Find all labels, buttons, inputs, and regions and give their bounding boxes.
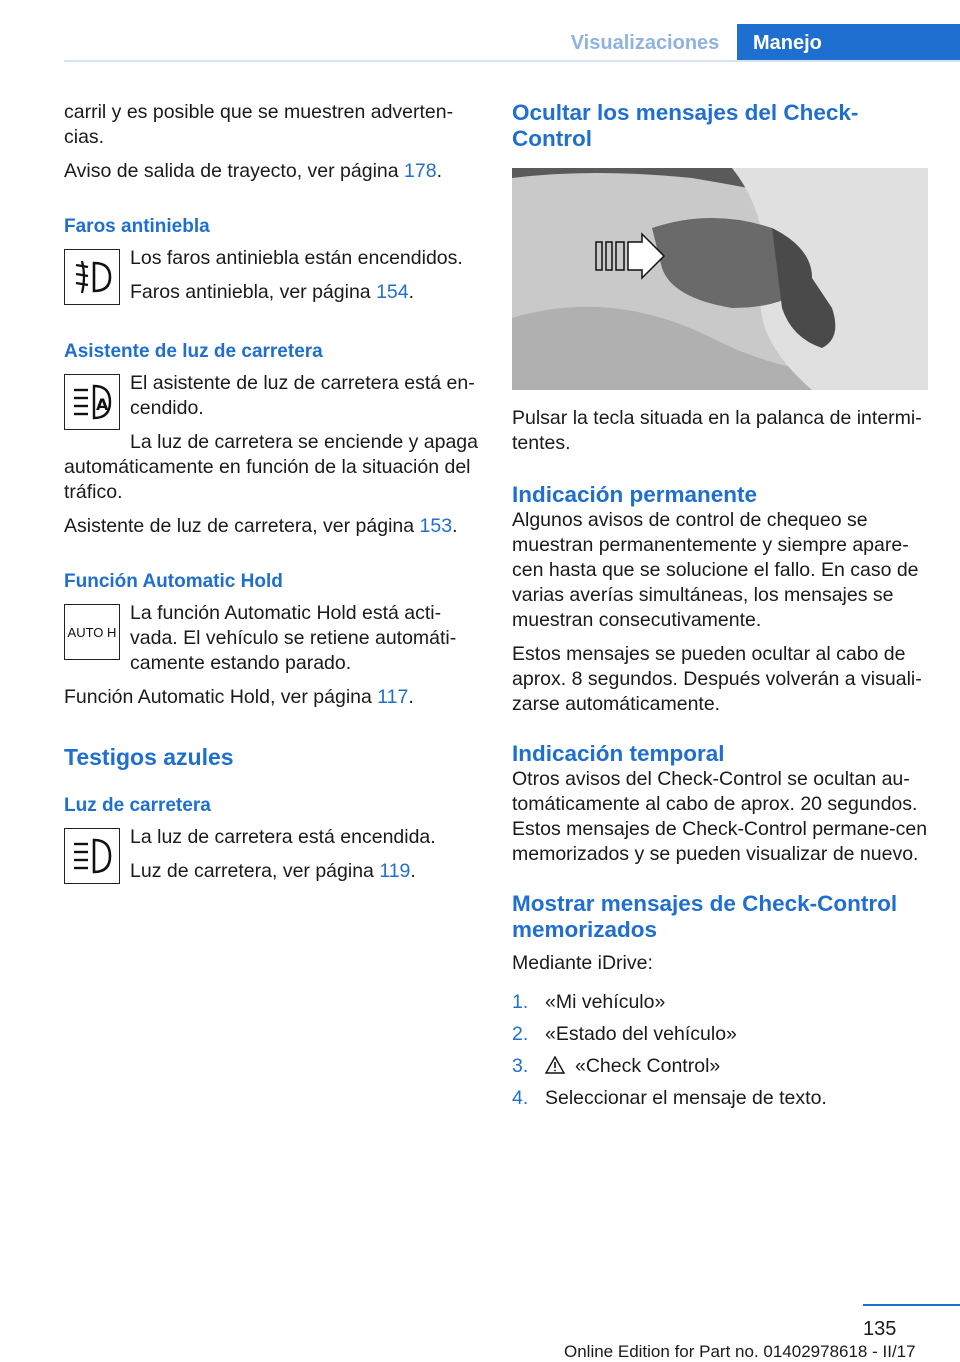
header-rule: [64, 60, 960, 62]
auto-hold-icon: AUTO H: [64, 604, 120, 660]
page-link-119[interactable]: 119: [379, 860, 411, 882]
turn-signal-lever-photo: [512, 168, 928, 390]
header-chapter-tab: Manejo: [737, 24, 960, 62]
high-beam-heading: Luz de carretera: [64, 795, 211, 816]
header-section-tab: Visualizaciones: [570, 31, 720, 54]
fog-lights-status: Los faros antiniebla están encendidos.: [130, 247, 463, 269]
fog-lights-heading: Faros antiniebla: [64, 216, 210, 237]
high-beam-assistant-icon: [64, 374, 120, 430]
footer-rule: [863, 1304, 960, 1306]
page-link-153[interactable]: 153: [419, 515, 453, 537]
hide-check-control-heading: Ocultar los mensajes del Check-Control: [512, 100, 859, 151]
edition-note: Online Edition for Part no. 01402978618 - II/17: [564, 1342, 916, 1361]
automatic-hold-status: La función Automatic Hold está acti‐vada. El vehículo se retiene automáti‐camente estando parado.: [130, 602, 457, 674]
temporary-display-heading: Indicación temporal: [512, 741, 725, 766]
high-beam-icon: [64, 828, 120, 884]
page-link-117[interactable]: 117: [377, 686, 409, 708]
left-column: [64, 100, 480, 888]
svg-text:A: A: [96, 395, 109, 414]
high-beam-assistant-heading: Asistente de luz de carretera: [64, 341, 323, 362]
fog-lights-ref: Faros antiniebla, ver página 154.: [130, 281, 415, 303]
list-item: 4. Seleccionar el mensaje de texto.: [512, 1087, 827, 1109]
fog-light-icon: [64, 249, 120, 305]
list-item: 1. «Mi vehículo»: [512, 991, 666, 1013]
temporary-display-text: Otros avisos del Check-Control se ocultan au‐tomáticamente al cabo de aprox. 20 segundos. Estos mensajes de Check-Control permane‐cen memorizados y se pueden visualizar de nuevo.: [512, 768, 928, 865]
show-stored-messages-heading: Mostrar mensajes de Check-Control memorizados: [512, 891, 898, 942]
list-item: 3. «Check Control»: [512, 1055, 721, 1077]
high-beam-ref: Luz de carretera, ver página 119.: [130, 860, 416, 882]
idrive-label: Mediante iDrive:: [512, 952, 653, 974]
permanent-display-heading: Indicación permanente: [512, 482, 758, 507]
page-link-178[interactable]: 178: [404, 160, 437, 182]
high-beam-assistant-ref: Asistente de luz de carretera, ver página 153.: [64, 515, 458, 537]
page-number: 135: [863, 1318, 897, 1340]
permanent-display-hide-text: Estos mensajes se pueden ocultar al cabo de aprox. 8 segundos. Después volverán a visuali‐zarse automáticamente.: [512, 643, 922, 715]
high-beam-status: La luz de carretera está encendida.: [130, 826, 436, 848]
high-beam-assistant-status: El asistente de luz de carretera está en‐cendido.: [130, 372, 475, 419]
lane-departure-ref: Aviso de salida de trayecto, ver página 178.: [64, 160, 442, 182]
warning-triangle-icon: [545, 1054, 575, 1079]
high-beam-assistant-desc: La luz de carretera se enciende y apaga automáticamente en función de la situación del tráfico.: [64, 431, 478, 503]
photo-caption: Pulsar la tecla situada en la palanca de intermi‐tentes.: [512, 407, 922, 454]
idrive-steps: [512, 990, 928, 1111]
intro-text: carril y es posible que se muestren adverten‐cias.: [64, 101, 454, 148]
blue-lights-heading: Testigos azules: [64, 744, 234, 770]
automatic-hold-heading: Función Automatic Hold: [64, 571, 283, 592]
automatic-hold-ref: Función Automatic Hold, ver página 117.: [64, 686, 414, 708]
permanent-display-text: Algunos avisos de control de chequeo se muestran permanentemente y siempre apare‐cen hasta que se solucione el fallo. En caso de varias averías simultáneas, los mensajes se muestran consecutivamente.: [512, 509, 919, 631]
page-link-154[interactable]: 154: [376, 281, 409, 303]
list-item: 2. «Estado del vehículo»: [512, 1023, 737, 1045]
right-column: [512, 100, 928, 1118]
